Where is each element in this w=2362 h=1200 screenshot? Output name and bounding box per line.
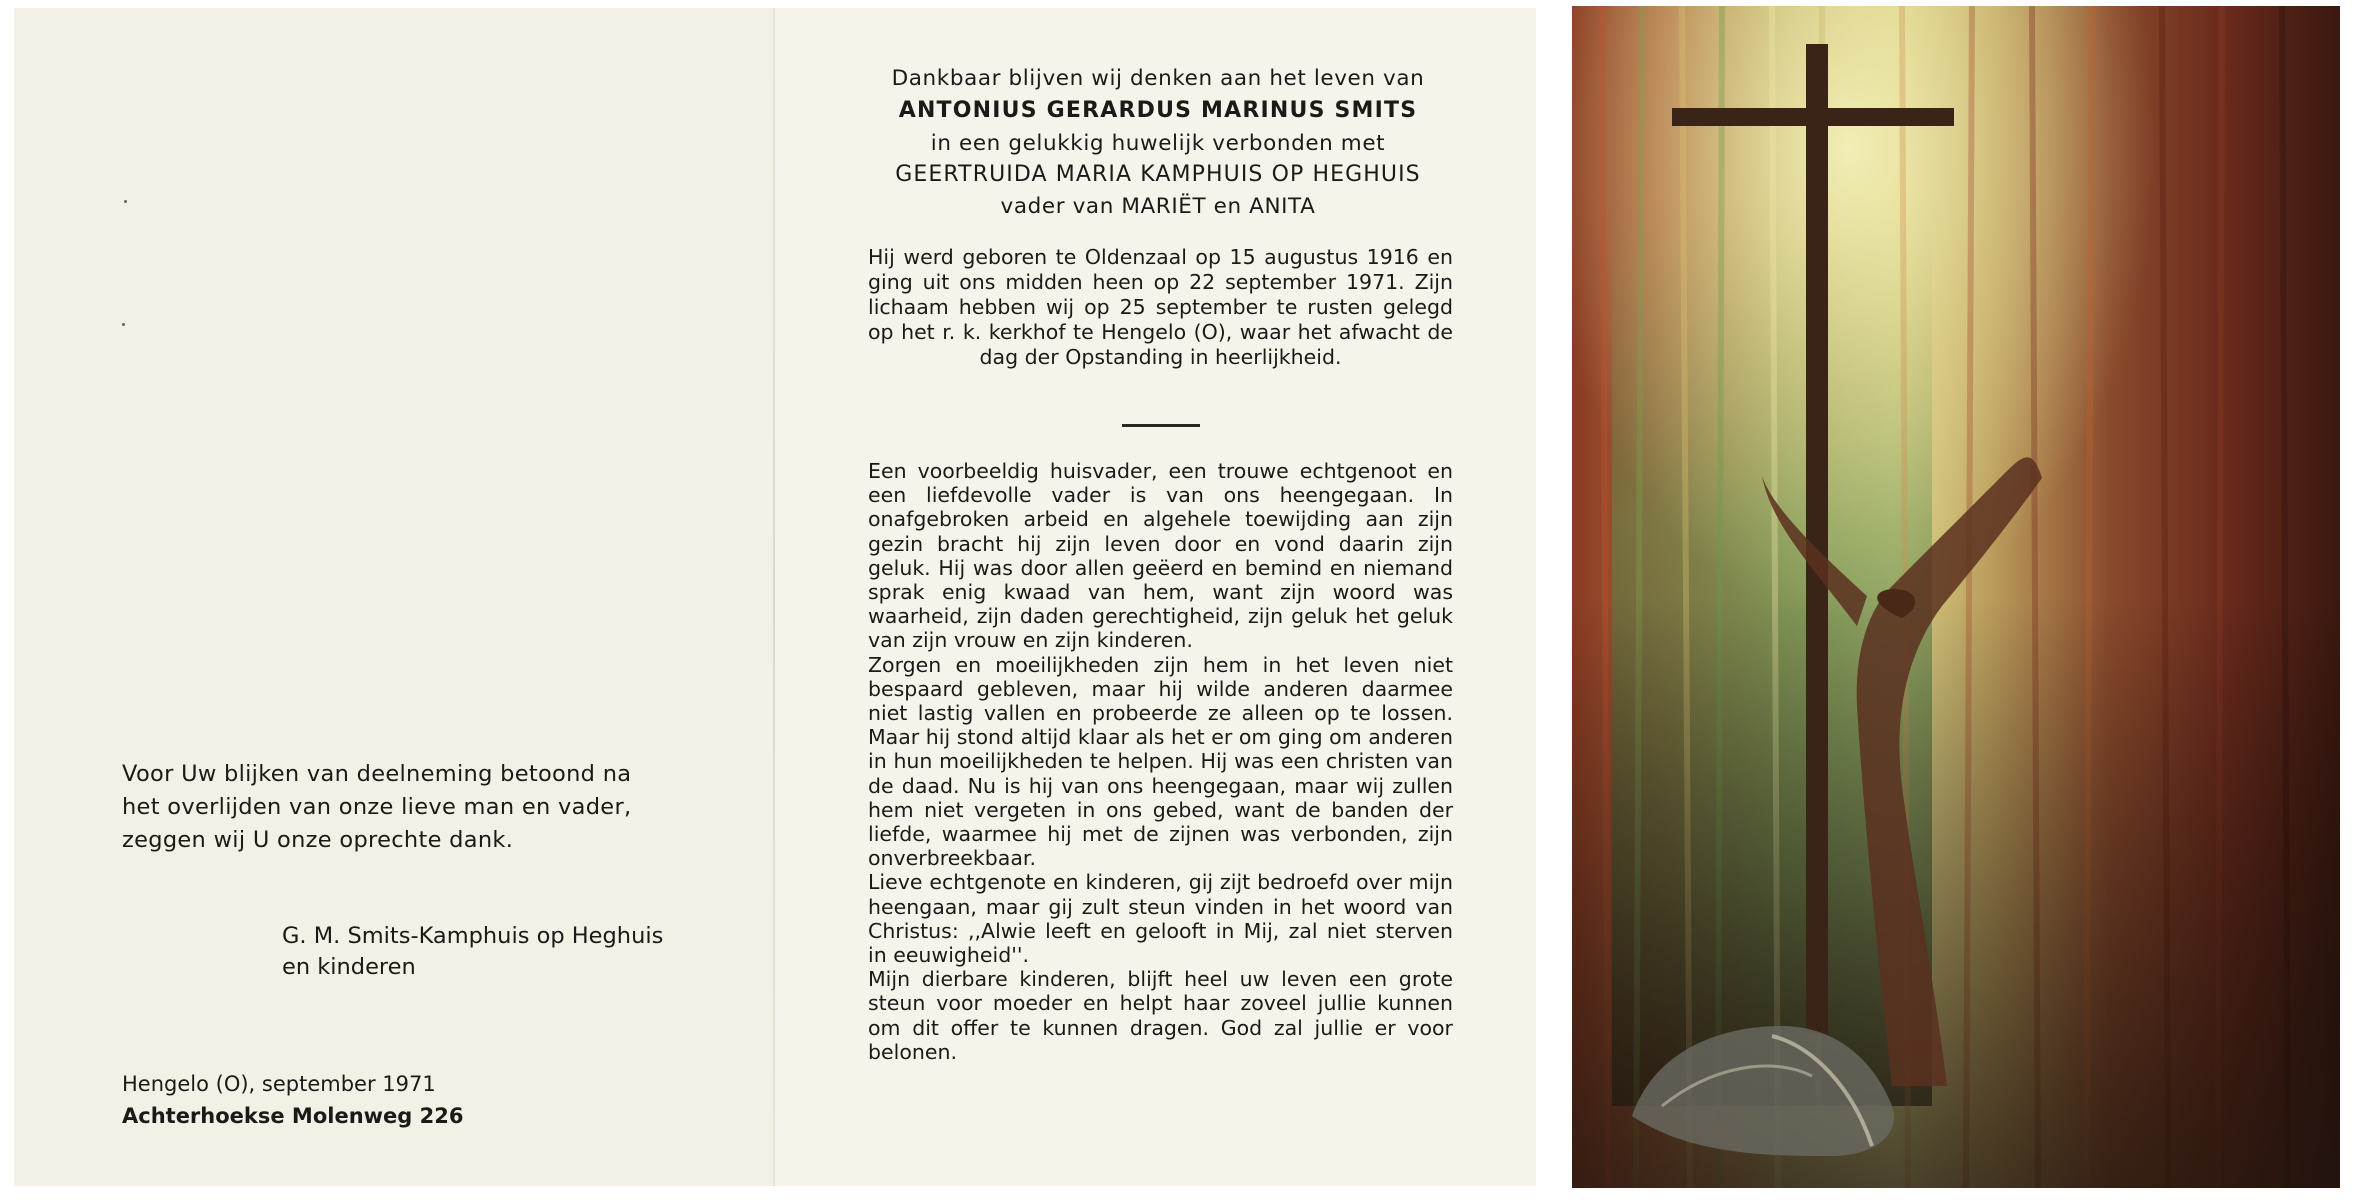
spouse-name: GEERTRUIDA MARIA KAMPHUIS OP HEGHUIS xyxy=(895,162,1421,187)
deceased-name: ANTONIUS GERARDUS MARINUS SMITS xyxy=(898,98,1418,123)
card-back-panel xyxy=(14,8,774,1186)
eulogy-paragraph: Zorgen en moeilijkheden zijn hem in het leven niet bespaard gebleven, maar hij wilde anderen daarmee niet lastig vallen en probeerde ze alleen op te lossen. Maar hij stond altijd klaar als het er om ging om anderen in hun moeilijkheden te helpen. Hij was een christen van de daad. Nu is hij van ons heengegaan, maar wij zullen hem niet vergeten in ons gebed, want de banden der liefde, waarmee hij met de zijnen was verbonden, zijn onverbreekbaar. xyxy=(868,652,1453,871)
thanks-line: het overlijden van onze lieve man en vader, xyxy=(122,794,632,820)
signature-name: G. M. Smits-Kamphuis op Heghuis xyxy=(282,923,664,949)
fold-line xyxy=(773,8,775,1186)
cross-horizontal-beam xyxy=(1672,108,1954,126)
address: Achterhoekse Molenweg 226 xyxy=(122,1104,464,1128)
signature xyxy=(282,921,742,983)
thanks-line: zeggen wij U onze oprechte dank. xyxy=(122,827,514,853)
paper-speck xyxy=(124,200,127,203)
marriage-line: in een gelukkig huwelijk verbonden met xyxy=(930,131,1386,156)
eulogy-text xyxy=(868,459,1453,1064)
intro-line: Dankbaar blijven wij denken aan het leven van xyxy=(891,66,1425,91)
memorial-header xyxy=(860,63,1456,222)
place-and-address xyxy=(122,1068,582,1132)
children-line: vader van MARIËT en ANITA xyxy=(1000,194,1316,219)
eulogy-paragraph: Lieve echtgenote en kinderen, gij zijt bedroefd over mijn heengaan, maar gij zult steun vinden in het woord van Christus: ,,Alwie leeft en gelooft in Mij, zal niet sterven in eeuwigheid''. xyxy=(868,870,1453,968)
cross-painting-image xyxy=(1572,6,2340,1188)
signature-children: en kinderen xyxy=(282,954,416,980)
eulogy-paragraph: Een voorbeeldig huisvader, een trouwe echtgenoot en een liefdevolle vader is van ons heengegaan. In onafgebroken arbeid en algehele toewijding aan zijn gezin bracht hij zijn leven door en vond daarin zijn geluk. Hij was door allen geëerd en bemind en niemand sprak enig kwaad van hem, want zijn woord was waarheid, zijn daden gerechtigheid, zijn geluk het geluk van zijn vrouw en zijn kinderen. xyxy=(868,459,1453,653)
thanks-line: Voor Uw blijken van deelneming betoond na xyxy=(122,761,632,787)
eulogy-paragraph: Mijn dierbare kinderen, blijft heel uw leven een grote steun voor moeder en helpt haar zoveel jullie kunnen om dit offer te kunnen dragen. God zal jullie er voor belonen. xyxy=(868,967,1453,1064)
place-date: Hengelo (O), september 1971 xyxy=(122,1072,436,1096)
birth-death-paragraph: Hij werd geboren te Oldenzaal op 15 augustus 1916 en ging uit ons midden heen op 22 september 1971. Zijn lichaam hebben wij op 25 september te rusten gelegd op het r. k. kerkhof te Hengelo (O), waar het afwacht de dag der Opstanding in heerlijkheid. xyxy=(868,245,1453,369)
cross-vertical-beam xyxy=(1806,44,1828,1034)
paper-speck xyxy=(122,323,125,326)
divider xyxy=(1122,424,1200,427)
thanks-message xyxy=(122,758,722,857)
memorial-painting xyxy=(1572,6,2340,1188)
